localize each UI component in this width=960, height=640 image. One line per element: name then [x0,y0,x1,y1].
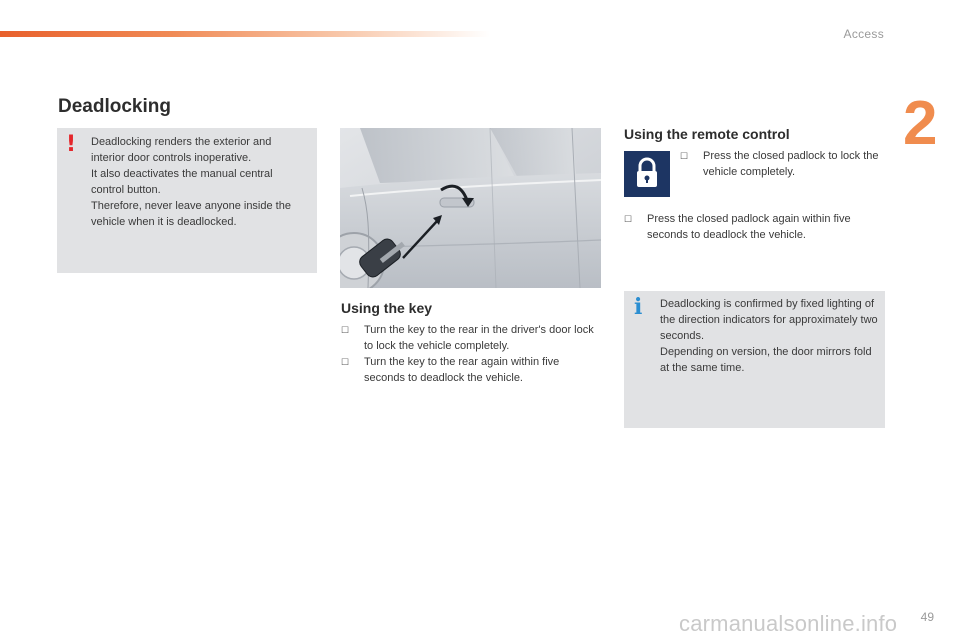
watermark: carmanualsonline.info [679,611,898,636]
step-text: Turn the key to the rear in the driver's door lock to lock the vehicle completely. [364,324,594,352]
section-label: Access [843,27,884,41]
step-text: Press the closed padlock to lock the vehicle completely. [703,150,879,178]
warning-line: Therefore, never leave anyone inside the vehicle when it is deadlocked. [91,200,291,228]
page-number: 49 [920,610,934,624]
header-accent-bar [0,31,490,37]
info-text [660,296,878,376]
info-line: Depending on version, the door mirrors fold at the same time. [660,346,872,374]
warning-text [91,134,306,230]
using-key-steps [341,322,601,386]
page-title: Deadlocking [58,96,171,117]
using-key-heading: Using the key [341,300,433,316]
padlock-closed-icon [624,151,670,197]
using-remote-step1 [680,148,885,180]
list-item [341,322,601,354]
info-line: Deadlocking is confirmed by fixed lighting of the direction indicators for approximately two seconds. [660,298,878,342]
checkbox-icon: ☐ [624,214,633,224]
using-remote-heading: Using the remote control [624,126,790,142]
step-text: Press the closed padlock again within five seconds to deadlock the vehicle. [647,213,851,241]
checkbox-icon: ☐ [341,357,350,367]
using-remote-step2 [624,211,884,243]
exclamation-icon: ! [66,132,77,157]
chapter-number: 2 [903,89,938,158]
list-item [341,354,601,386]
checkbox-icon: ☐ [680,151,689,161]
info-icon: i [634,294,643,320]
step-text: Turn the key to the rear again within five seconds to deadlock the vehicle. [364,356,560,384]
warning-line: It also deactivates the manual central control button. [91,168,273,196]
list-item [624,211,884,243]
car-door-key-icon [340,128,601,288]
list-item [680,148,885,180]
warning-line: Deadlocking renders the exterior and interior door controls inoperative. [91,136,272,164]
checkbox-icon: ☐ [341,325,350,335]
